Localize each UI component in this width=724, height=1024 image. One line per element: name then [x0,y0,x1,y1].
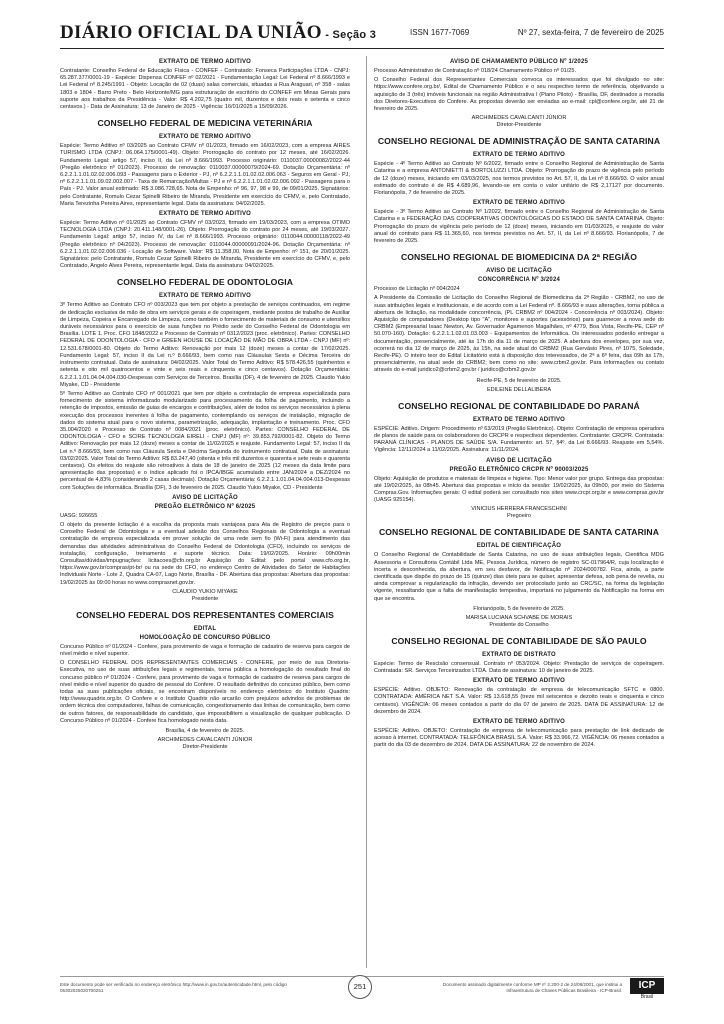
organization-title: CONSELHO FEDERAL DE MEDICINA VETERINÁRIA [97,118,313,129]
issue-date: Nº 27, sexta-feira, 7 de fevereiro de 2025 [517,28,664,37]
section-heading: EXTRATO DE TERMO ADITIVO [158,59,252,65]
section-subheading: PREGÃO ELETRÔNICO CRCPR Nº 90003/2025 [449,466,589,473]
paragraph: Espécie: Termo de Rescisão consensual. Contrato nº 053/2024. Objeto: Prestação de serviços de copeiragem. Contratada: SR. Serviços Terceirizados LTDA. Data de assinatura: 10 de janeiro de 2025. [374,660,664,674]
signatory-role: Presidente [191,595,219,602]
paragraph: O Conselho Regional de Contabilidade de Santa Catarina, no uso de suas atribuições legais, Cientifica MDG Assessoria e Consultoria Contábil Ltda ME, Pessoa Jurídica, número de registro SC-017964/R, cuja localização é incerta e desconhecida, da abertura, em seu desfavor, de Notificação nº 2024/000782. Fica, ainda, a parte cientificada que dispõe do prazo de 15 (quinze) dias úteis para se quiser, apresentar defesa, sob pena de revelia, ou ainda comprovar a regularização da infração, devendo ser protocolado junto ao CRC/SC, na forma da legislação vigente, ressaltando que a falta de manifestação tempestiva, importará no julgamento da Notificação na forma em que se encontra. [374,552,664,602]
masthead [60,22,664,44]
section-heading: EXTRATO DE TERMO ADITIVO [472,678,566,685]
signature-block [374,506,664,520]
section-heading: EDITAL [193,625,217,632]
paragraph: 3º Termo Aditivo ao Contrato CFO nº 003/2023 que tem por objeto a prestação de serviços continuados, em regime de dedicação exclusiva de mão de obra em serviços gerais e de copeiragem, mediante postos de trabalho de Auxiliar de Limpeza, Copeira e Encarregado de Limpeza, como também o fornecimento de materiais de consumo e utensílios duráveis necessários para o exercício de suas funções no Prédio sede do Conselho Federal de Odontologia em Brasília. LOTE 1. Proc. CFO 1848/2022 e Processo de Contrato nº 0312/2023 (proc. eletrônico). Partes: CONSELHO FEDERAL DE ODONTOLOGIA - CFO e GREEN HOUSE DE LOCAÇÃO DE MÃO DE OBRA LTDA - CNPJ (MF) nº: 12.531.678/0001-80. Objeto do Termo Aditivo: Renovação por mais 12 (doze) meses a contar de 17/02/2025. Fundamento Legal: 57, inciso II da Lei n.º 8.666/93, bem como nas Cláusulas Sexta e Décima Terceira do instrumento contratual. Data de assinatura: 04/02/2025. Valor Total do Termo Aditivo: R$ 578.426,55 (quinhentos e setenta e oito mil quatrocentos e vinte e seis reais e cinquenta e cinco centavos). Dotação Orçamentária: 6.2.2.1.1.01.04.04.004.030-Despesas com Serviços de Terceiros. Brasília (DF), 4 de fevereiro de 2025. Claudio Yukio Miyake, CD - Presidente [60,302,350,388]
section-subheading: PREGÃO ELETRÔNICO Nº 6/2025 [154,503,256,510]
paragraph: ESPÉCIE: Aditivo. OBJETO: Contratação de empresa de telecomunicação para prestação de link dedicado de acesso à internet. CONTRATADA: TELEFÔNICA BRASIL S.A. Valor: R$ 33.966,72. VIGÊNCIA: 06 meses contados a partir do dia 03 de dezembro de 2024. DATA DE ASSINATURA: 22 de novembro de 2024. [374,727,664,749]
paragraph: O objeto da presente licitação é a escolha da proposta mais vantajosa para Ata de Registro de preços para o Conselho Federal de Odontologia e a eventual adesão dos Conselhos Regionais de Odontologia a eventual contratação de empresa especializada em prover solução de uma rede sem fio (Wi-Fi) para atendimento das demandas das atividades administrativas do Conselho Federal de Odontologia (CFO), incluindo os serviços de instalação, configuração, treinamento e suporte técnico. Data: 19/02/2025. Horário: 09h00min Consultas/dúvidas/impugnações: licitacoes@cfo.org.br Aquisição do Edital: pelo portal www.cfo.org.br, https://www.gov.br/compras/pt-br/ ou na sede do CFO, no endereço Centro de Atividades do Setor de Habitações Individuais Norte - Lote 2, Quadra CA-07, Lago Norte, Brasília - DF. Abertura das propostas: Abertura das propostas: 19/02/2025 às 09:00 horas no www.comprasnet.gov.br. [60,521,350,586]
paragraph: Objeto: Aquisição de produtos e materiais de limpeza e higiene. Tipo: Menor valor por grupo. Entrega das propostas: até 19/02/2025, às 08h45. Abertura das propostas e início da sessão: 19/02/2025, às 09h00, por meio do Sistema Compras.Gov. Informações gerais: O edital poderá ser consultado nos sites www.crcpr.org.br e www.compras.gov.br (UASG 925154). [374,475,664,504]
paragraph: Espécie - 4º Termo Aditivo ao Contrato Nº 6/2022, firmado entre o Conselho Regional de Administração de Santa Catarina e a empresa ANTONIETTI & BORTOLUZZI LTDA. Objeto: Prorrogação do prazo de vigência pelo período de 12 (doze) meses, iniciando em 03/03/2025, nos termos previstos no Art. 57, II, da Lei nº 8.666/93. O valor anual estimado do contrato é de R$ 4.689,96, levando-se em conta o valor unitário de R$ 2,17127 por documento. Florianópolis, 7 de fevereiro de 2025. [374,161,664,197]
organization-title: CONSELHO REGIONAL DE ADMINISTRAÇÃO DE SANTA CATARINA [377,136,661,147]
icp-logo-caption: Brasil [640,994,654,1000]
place-date: Recife-PE, 5 de fevereiro de 2025. [476,377,562,384]
icp-logo-mark: ICP [630,978,664,994]
signatory-name: VINICIUS HERRERA FRANCESCHINI [471,506,567,513]
signatory-name: ARCHIMEDES CAVALCANTI JÚNIOR [471,115,567,122]
section-heading: AVISO DE CHAMAMENTO PÚBLICO Nº 1/2025 [449,59,589,65]
signature-block [374,115,664,129]
signatory-name: EDILEINE DELLALIBERA [486,386,552,393]
place-date: Florianópolis, 5 de fevereiro de 2025. [473,605,565,612]
paragraph: O CONSELHO FEDERAL DOS REPRESENTANTES COMERCIAIS - CONFERE, por meio de sua Diretoria-Executiva, no uso de suas atribuições legais e regimentais, torna pública a homologação do resultado final do concurso público nº 01/2024 - Confere, para provimento de vaga e formação de cadastro de reserva para cargos de nível médio e nível superior do quadro de pessoal do Confere. O resultado definitivo do concurso público, bem como todas as suas publicações oficiais, se encontram disponíveis no endereço eletrônico do Instituto Quadrix: http://www.quadrix.org.br. O Confere e o Instituto Quadrix não arcarão com prejuízos advindos de problemas de ordem técnica dos computadores, falhas de comunicação, congestionamento das linhas de comunicação, bem como de outros fatores, de responsabilidade do candidato, que impossibilitem a visualização de qualquer publicação. O Concurso Público nº 01/2024 - Confere fica homologado nesta data. [60,660,350,724]
organization-title: CONSELHO REGIONAL DE CONTABILIDADE DE SANTA CATARINA [378,527,660,538]
page-number: 251 [348,975,372,999]
paragraph: ESPÉCIE: Aditivo. OBJETO: Renovação da contratação de empresa de telecomunicação SFTC e 0800. CONTRATADA: AMÉRICA NET S.A. Valor: R$ 13.618,55 (treze mil seiscentos e dezoito reais e cinquenta e cinco centavos). VIGÊNCIA: 06 meses contados a partir do dia 07 de janeiro de 2025. DATA DE ASSINATURA: 12 de dezembro de 2024. [374,687,664,715]
paragraph: Espécie: Termo Aditivo nº 03/2025 ao Contrato CFMV nº 01/2023, firmado em 16/02/2023, com a empresa AIRES TURISMO LTDA (CNPJ: 06.064.175/0001-49). Objeto: Prorrogação do contrato por 12 meses, até 16/02/2026. Fundamento Legal: artigo 57, inciso II, da Lei nº 8.666/1993. Processo originário: 0110037.00000082/2022-44 (Pregão eletrônico nº 01/2023). Processo de renovação: 0110037.00000079/2024-69. Dotação Orçamentária: nº 6.2.2.1.1.01.02.02.006.093 - Passagens para o Exterior - PJ, nº 6.2.2.1.1.01.02.02.006.063 - Seguros em Geral - PJ, nº 6.2.2.1.1.01.09.02.002.007 - Taxa de Remarcação/Multas - PJ e nº 6.2.2.1.1.01.02.02.006.092 - Passagens para o País - PJ. Valor anual estimado: R$ 3.086.728,65. Nota de Empenho: nº 96, 97, 98 e 99, de 09/01/2025. Signatários: pelo Contratante, Romulo Cezar Spinelli Ribeiro de Miranda, Presidente em exercício do CFMV, e, pelo Contratado, Maria Terezinha Pereira Aires, representante legal. Data da assinatura: 04/02/2025. [60,143,350,207]
journal-title [60,22,376,44]
place-date: Brasília, 4 de fevereiro de 2025. [165,728,245,735]
signature-note: Documento assinado digitalmente conforme MP nº 2.200-2 de 24/08/2001, que institui a Infraestrutura de Chaves Públicas Brasileira - ICP-Brasil. [442,982,622,993]
section-label: - Seção 3 [321,29,377,41]
journal-title-text: DIÁRIO OFICIAL DA UNIÃO [60,22,322,43]
signature-block [374,387,664,394]
section-heading: EXTRATO DE TERMO ADITIVO [472,718,566,725]
paragraph: Processo de Licitação nº 004/2024 [374,286,460,293]
organization-title: CONSELHO FEDERAL DOS REPRESENTANTES COMERCIAIS [76,609,334,620]
signatory-role: Presidente do Conselho [489,621,549,628]
section-heading: EXTRATO DE TERMO ADITIVO [158,211,252,218]
organization-title: CONSELHO REGIONAL DE CONTABILIDADE DE SÃO PAULO [391,635,647,646]
right-column [374,56,664,971]
signature-block [60,737,350,751]
paragraph: Concurso Público nº 01/2024 - Conferе, para provimento de vaga e formação de cadastro de reserva para cargos de nível médio e nível superior. [60,643,350,657]
verification-note: Este documento pode ser verificado no endereço eletrônico http://www.in.gov.br/autenticidade.html, pelo código 05302025020700251 [60,982,287,993]
paragraph: UASG: 926655 [60,512,98,519]
masthead-rule [60,48,664,49]
signatory-name: CLAUDIO YUKIO MIYAKE [172,588,238,595]
section-heading: AVISO DE LICITAÇÃO [172,494,238,501]
signatory-name: ARCHIMEDES CAVALCANTI JÚNIOR [157,737,253,744]
paragraph: Espécie - 3º Termo Aditivo ao Contrato Nº 1/2022, firmado entre o Conselho Regional de Administração de Santa Catarina e a FEDERAÇÃO DAS COOPERATIVAS ODONTOLÓGICAS DO ESTADO DE SANTA CATARINA. Objeto: Prorrogação do prazo de vigência pelo período de 12 (doze) meses, iniciando em 01/03/2025, e reajuste do valor anual do contrato para R$ 11.365,60, nos termos previstos no Art. 57, II, da Lei nº 8.666/93. Florianópolis, 7 de fevereiro de 2025. [374,209,664,245]
signatory-name: MARISA LUCIANA SCHVABE DE MORAIS [465,614,573,621]
section-heading: EXTRATO DE TERMO ADITIVO [472,152,566,159]
column-divider [366,56,367,968]
organization-title: CONSELHO REGIONAL DE BIOMEDICINA DA 2ª REGIÃO [400,252,638,263]
organization-title: CONSELHO REGIONAL DE CONTABILIDADE DO PARANÁ [398,400,640,411]
issn: ISSN 1677-7069 [410,28,470,37]
icp-brasil-logo [630,978,664,1000]
paragraph: A Presidente da Comissão de Licitação do Conselho Regional de Biomedicina da 2ª Região - CRBM2, no uso de suas atribuições legais e institucionais, e de acordo com a Lei Federal nº. 8.666/93 e suas alterações, torna pública a abertura de licitação, na modalidade concorrência, (PL CRBM2 nº 004/2024 - Concorrência nº 003/2024). Objeto: Aquisição de computadores (Desktop tipo "A", monitores e suportes (acessórios) para guarnecer a nova sede do CRBM2 (Empresarial Isaac Newton, Av. Governador Agamenon Magalhães, nº 4779, Boa Vista, Recife-PE, CEP nº 50.070-160). Dotação: 6.2.2.1.1.02.01.03.003 - Equipamentos de Informática. Os interessados poderão entregar a documentação, presencialmente, até às 17h do dia 11 de março de 2025. A abertura dos envelopes, por sua vez, ocorrerá no dia 12 de março de 2025, às 15h, na sede atual do CRBM2 (Rua Gervásio Pires, nº 1075, Soledade, Recife-PE). O inteiro teor do Edital Licitatório está à disposição dos interessados, de 2ª a 6ª feira, das 09h às 17h, presencialmente, na atual sede do CRBM2; bem como no site: www.crbm2.gov.br. Para informações ou contato através do e-mail juridico2@crbm2.gov.br / juridico@crbm2.gov.br [374,295,664,374]
section-heading: EXTRATO DE TERMO ADITIVO [472,416,566,423]
section-heading: AVISO DE LICITAÇÃO [486,268,552,275]
section-heading: EDITAL DE CIENTIFICAÇÃO [476,543,562,550]
signatory-role: Diretor-Presidente [182,744,228,751]
left-column [60,56,350,971]
section-subheading: HOMOLOGAÇÃO DE CONCURSO PÚBLICO [139,634,271,641]
section-subheading: CONCORRÊNCIA Nº 3/2024 [477,277,561,284]
organization-title: CONSELHO FEDERAL DE ODONTOLOGIA [116,277,294,288]
paragraph: 5º Termo Aditivo ao Contrato CFO nº 001/2021 que tem por objeto a contratação de empresa especializada para fornecimento de sistema informatizado modularizado para processamento da folha de pagamento, incluindo a retenção de impostos, emissão de guias de encargos e contribuições, além de todos os serviços necessários à plena execução dos processos inerentes à folha de pagamento, contemplando os serviços de instalação, migração de dados do sistema atual para o novo sistema, parametrização, adequação, implantação e treinamento. Proc. CFO 35.004/2020 e Processo de Contrato nº 0084/2021 (proc. eletrônico). Partes: CONSELHO FEDERAL DE ODONTOLOGIA - CFO e SCIRE TECNOLOGIA EIRELI - CNPJ (MF) nº: 39.853.792/0001-82. Objeto do Termo Aditivo: Renovação por mais 12 (doze) meses a contar de 11/02/2025 e reajuste. Fundamento Legal: 57, inciso II da Lei n.º 8.666/93, bem como nas Cláusula Sexta e Décima Segunda do instrumento contratual. Data de assinatura: 03/02/2025. Valor Total do Termo Aditivo: R$ 83.247,40 (oitenta e três mil duzentos e quarenta e sete reais e quarenta centavos). Os efeitos do reajuste são retroativos à data de 18 de janeiro de 2025 (12 meses da data limite para apresentação das propostas) e o índice aplicado foi o IPCA/IBGE acumulado entre JAN/2024 a DEZ/2024 no percentual de 4,83% (considerando 2 casas decimais). Dotação Orçamentária: 6.2.2.1.1.01.04.04.004.013-Despesas com Soluções de informática. Brasília (DF), 3 de fevereiro de 2025. Claudio Yukio Miyake, CD - Presidente [60,390,350,491]
signature-block [374,615,664,629]
section-heading: EXTRATO DE TERMO ADITIVO [158,134,252,141]
paragraph: Processo Administrativo de Contratação nº 018/24 Chamamento Público nº 01/25. [374,68,577,74]
paragraph: ESPÉCIE: Aditivo. Origem: Procedimento nº 63/2019 (Pregão Eletrônico). Objeto: Contratação de empresa operadora de planos de saúde para os colaboradores do CRCPR e respectivos dependentes. Contratante: CRCPR. Contratada: PARANÁ CLÍNICAS - PLANOS DE SAÚDE S/A. Fundamento: art. 57, §4º, da Lei 8.666/93. Reajuste em 5,54%. Vigência: 12/11/2024 a 11/02/2025. Assinatura: 11/11/2024. [374,425,664,454]
signature-block [60,589,350,603]
paragraph: Espécie: Termo Aditivo nº 01/2025 ao Contrato CFMV nº 03/2023, firmado em 19/03/2023, com a empresa OTIMO TECNOLOGIA LTDA (CNPJ: 20.411.148/0001-26). Objeto: Prorrogação do contrato por 24 meses, até 19/03/2027. Fundamento Legal: artigo 57, inciso IV, da Lei nº 8.666/1993. Processo originário: 0110044.00000118/2022-49 (Pregão eletrônico nº 04/2023). Processo de renovação: 0110044.00000091/2024-96. Dotação Orçamentária: nº 6.2.2.1.1.01.02.02.006.036 - Locação de Software. Valor: R$ 11.358,00. Nota de Empenho: nº 151, de 20/01/2025. Signatários: pelo Contratante, Romulo Cezar Spinelli Ribeiro de Miranda, Presidente em exercício do CFMV, e, pelo Contratado, Angelo Alves Pereira, representante legal. Data da assinatura: 04/02/2025. [60,220,350,270]
signatory-role: Diretor-Presidente [496,122,542,129]
signatory-role: Pregoeiro [506,513,532,520]
paragraph: Contratante: Conselho Federal de Educação Física - CONFEF - Contratado: Fonseca Participações LTDA - CNPJ: 65.287.377/0001-19 - Espécie: Dispensa CONFEF nº 02/2021 - Fundamentação Legal: Lei Federal nº 8.666/1993 e Lei Federal nº 8.245/1991 - Objeto: Locação de 02 (duas) salas comerciais, situadas a Rua Araguari, nº 358 - salas 1803 e 1804 - Barro Preto - Belo Horizonte/MG para estruturação de escritório do CONFEF em Minas Gerais para suporte aos trabalhos da Presidência - Valor: R$ 4.202,75 (quatro mil, duzentos e dois reais e setenta e cinco centavos.) - Data de Assinatura: 13 de Janeiro de 2025 - Vigência: 16/01/2025 a 15/09/2026. [60,68,350,111]
section-heading: EXTRATO DE DISTRATO [482,651,556,658]
paragraph: O Conselho Federal dos Representantes Comerciais convoca os interessados que foi divulgado no site: https://www.confere.org.br/, Edital de Chamamento Público e o seu respectivo termo de referência, objetivando a aquisição de 3 (três) imóveis funcionais na região Administrativa I (Plano Piloto) - Brasília, DF, destinados a moradia dos Diretores-Executivos do Confere. As propostas deverão ser enviadas ao e-mail: cpl@confere.org.br, até 21 de fevereiro de 2025. [374,77,664,113]
section-heading: AVISO DE LICITAÇÃO [486,457,552,464]
section-heading: EXTRATO DE TERMO ADITIVO [158,293,252,300]
section-heading: EXTRATO DE TERMO ADITIVO [472,200,566,207]
